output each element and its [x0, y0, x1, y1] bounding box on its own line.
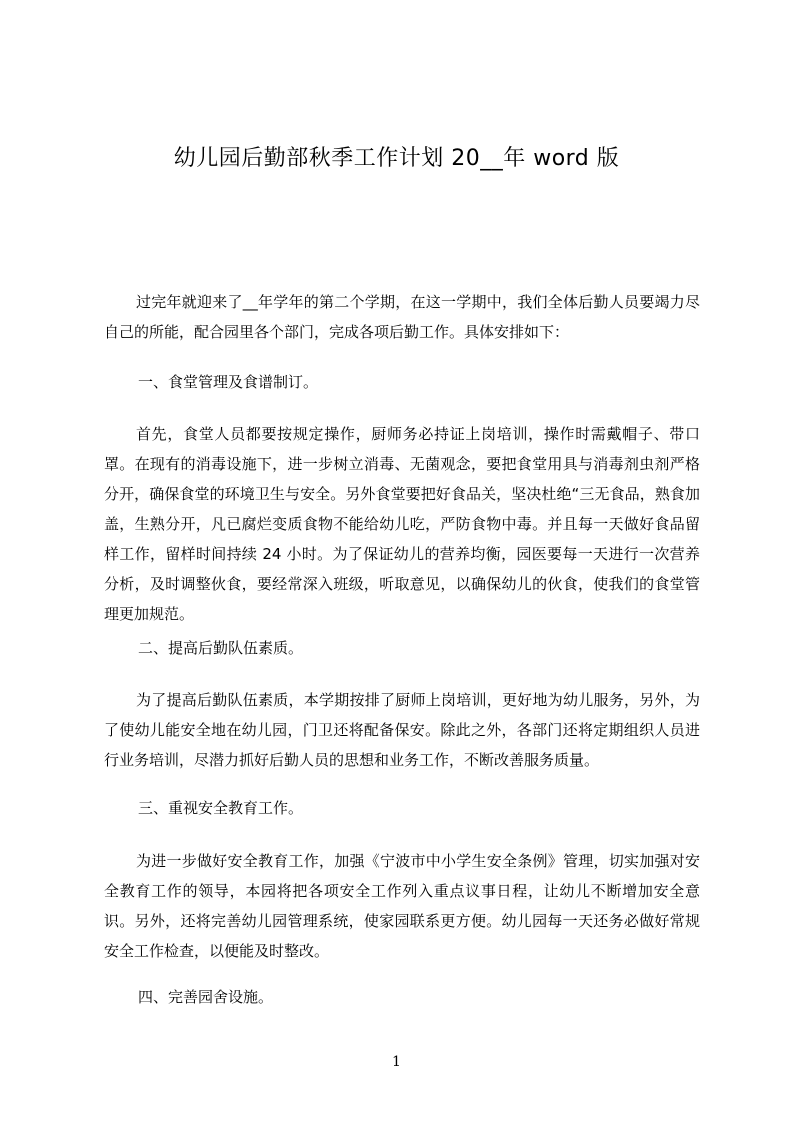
canteen-paragraph-block [104, 419, 700, 623]
document-title: 幼儿园后勤部秋季工作计划 20__年 word 版 [173, 146, 620, 171]
page-number: 1 [392, 1054, 401, 1070]
section-heading-safety: 三、重视安全教育工作。 [138, 799, 304, 817]
section-heading-facilities: 四、完善园舍设施。 [138, 988, 274, 1006]
section-heading-canteen: 一、食堂管理及食谱制订。 [138, 373, 319, 391]
intro-paragraph: 过完年就迎来了__年学年的第二个学期，在这一学期中，我们全体后勤人员要竭力尽自己的所能，配合园里各个部门，完成各项后勤工作。具体安排如下： [104, 293, 700, 341]
section-heading-staff-quality: 二、提高后勤队伍素质。 [138, 639, 304, 657]
safety-paragraph: 为进一步做好安全教育工作，加强《宁波市中小学生安全条例》管理，切实加强对安全教育工作的领导，本园将把各项安全工作列入重点议事日程，让幼儿不断增加安全意识。另外，还将完善幼儿园管理系统，使家园联系更方便。幼儿园每一天还务必做好常规安全工作检查，以便能及时整改。 [104, 852, 700, 960]
staff-quality-paragraph: 为了提高后勤队伍素质，本学期按排了厨师上岗培训，更好地为幼儿服务，另外，为了使幼儿能安全地在幼儿园，门卫还将配备保安。除此之外，各部门还将定期组织人员进行业务培训，尽潜力抓好后勤人员的思想和业务工作，不断改善服务质量。 [104, 691, 700, 769]
staff-quality-paragraph-block [104, 685, 700, 775]
intro-paragraph-block [104, 287, 700, 347]
safety-paragraph-block [104, 846, 700, 966]
canteen-paragraph: 首先，食堂人员都要按规定操作，厨师务必持证上岗培训，操作时需戴帽子、带口罩。在现有的消毒设施下，进一步树立消毒、无菌观念，要把食堂用具与消毒剂虫剂严格分开，确保食堂的环境卫生与安全。另外食堂要把好食品关，坚决杜绝“三无食品，熟食加盖，生熟分开，凡已腐烂变质食物不能给幼儿吃，严防食物中毒。并且每一天做好食品留样工作，留样时间持续 24 小时。为了保证幼儿的营养均衡，园医要每一天进行一次营养分析，及时调整伙食，要经常深入班级，听取意见，以确保幼儿的伙食，使我们的食堂管理更加规范。 [104, 425, 700, 623]
